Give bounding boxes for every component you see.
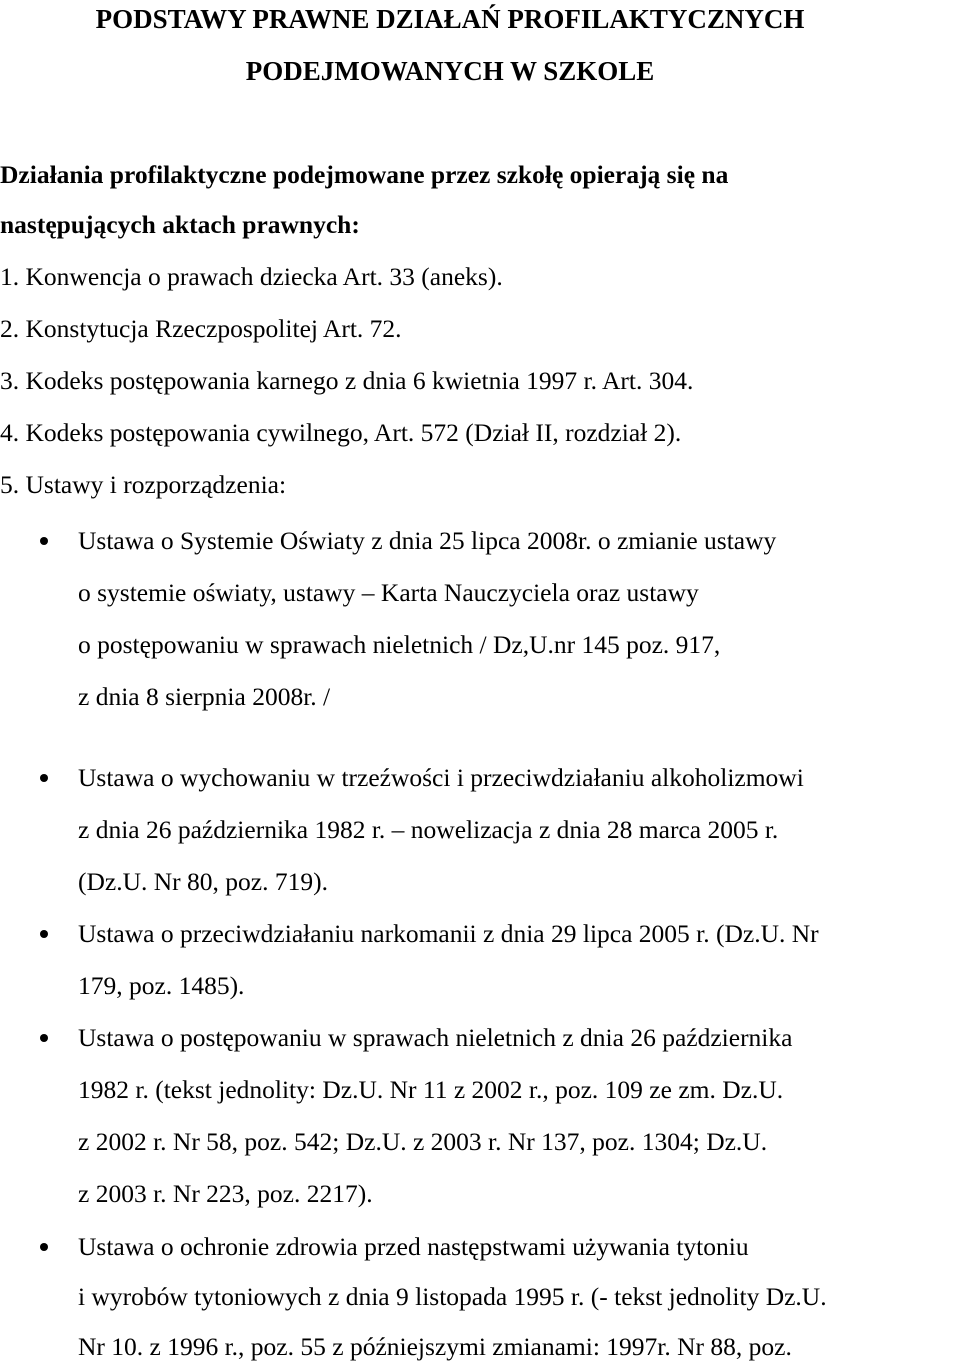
bullet-1-line-1: Ustawa o Systemie Oświaty z dnia 25 lipca 2008r. o zmianie ustawy (78, 526, 777, 555)
bullet-2-line-1: Ustawa o wychowaniu w trzeźwości i przeciwdziałaniu alkoholizmowi (78, 763, 804, 792)
bullet-dot-5 (40, 1243, 48, 1251)
numbered-item-5: 5. Ustawy i rozporządzenia: (0, 470, 287, 499)
bullet-1-line-4: z dnia 8 sierpnia 2008r. / (78, 682, 331, 711)
document-title-line-1: PODSTAWY PRAWNE DZIAŁAŃ PROFILAKTYCZNYCH (95, 4, 805, 34)
bullet-4-line-3: z 2002 r. Nr 58, poz. 542; Dz.U. z 2003 r. Nr 137, poz. 1304; Dz.U. (78, 1127, 768, 1156)
intro-line-1: Działania profilaktyczne podejmowane przez szkołę opierają się na (0, 160, 729, 189)
bullet-5-line-2: i wyrobów tytoniowych z dnia 9 listopada 1995 r. (- tekst jednolity Dz.U. (78, 1282, 827, 1311)
document-title-line-2: PODEJMOWANYCH W SZKOLE (245, 56, 655, 86)
intro-line-2: następujących aktach prawnych: (0, 210, 360, 239)
bullet-5-line-3: Nr 10. z 1996 r., poz. 55 z późniejszymi zmianami: 1997r. Nr 88, poz. (78, 1332, 792, 1361)
bullet-4-line-4: z 2003 r. Nr 223, poz. 2217). (78, 1179, 373, 1208)
bullet-1-line-2: o systemie oświaty, ustawy – Karta Nauczyciela oraz ustawy (78, 578, 699, 607)
bullet-1-line-3: o postępowaniu w sprawach nieletnich / Dz,U.nr 145 poz. 917, (78, 630, 721, 659)
bullet-2-line-2: z dnia 26 października 1982 r. – nowelizacja z dnia 28 marca 2005 r. (78, 815, 779, 844)
bullet-5-line-1: Ustawa o ochronie zdrowia przed następstwami używania tytoniu (78, 1232, 749, 1261)
numbered-item-1: 1. Konwencja o prawach dziecka Art. 33 (aneks). (0, 262, 503, 291)
bullet-2-line-3: (Dz.U. Nr 80, poz. 719). (78, 867, 328, 896)
bullet-dot-3 (40, 930, 48, 938)
bullet-3-line-2: 179, poz. 1485). (78, 971, 245, 1000)
bullet-dot-1 (40, 537, 48, 545)
numbered-item-2: 2. Konstytucja Rzeczpospolitej Art. 72. (0, 314, 402, 343)
bullet-dot-2 (40, 774, 48, 782)
bullet-4-line-2: 1982 r. (tekst jednolity: Dz.U. Nr 11 z 2002 r., poz. 109 ze zm. Dz.U. (78, 1075, 784, 1104)
numbered-item-4: 4. Kodeks postępowania cywilnego, Art. 572 (Dział II, rozdział 2). (0, 418, 682, 447)
bullet-4-line-1: Ustawa o postępowaniu w sprawach nieletnich z dnia 26 października (78, 1023, 793, 1052)
numbered-item-3: 3. Kodeks postępowania karnego z dnia 6 kwietnia 1997 r. Art. 304. (0, 366, 694, 395)
bullet-dot-4 (40, 1034, 48, 1042)
bullet-3-line-1: Ustawa o przeciwdziałaniu narkomanii z dnia 29 lipca 2005 r. (Dz.U. Nr (78, 919, 819, 948)
